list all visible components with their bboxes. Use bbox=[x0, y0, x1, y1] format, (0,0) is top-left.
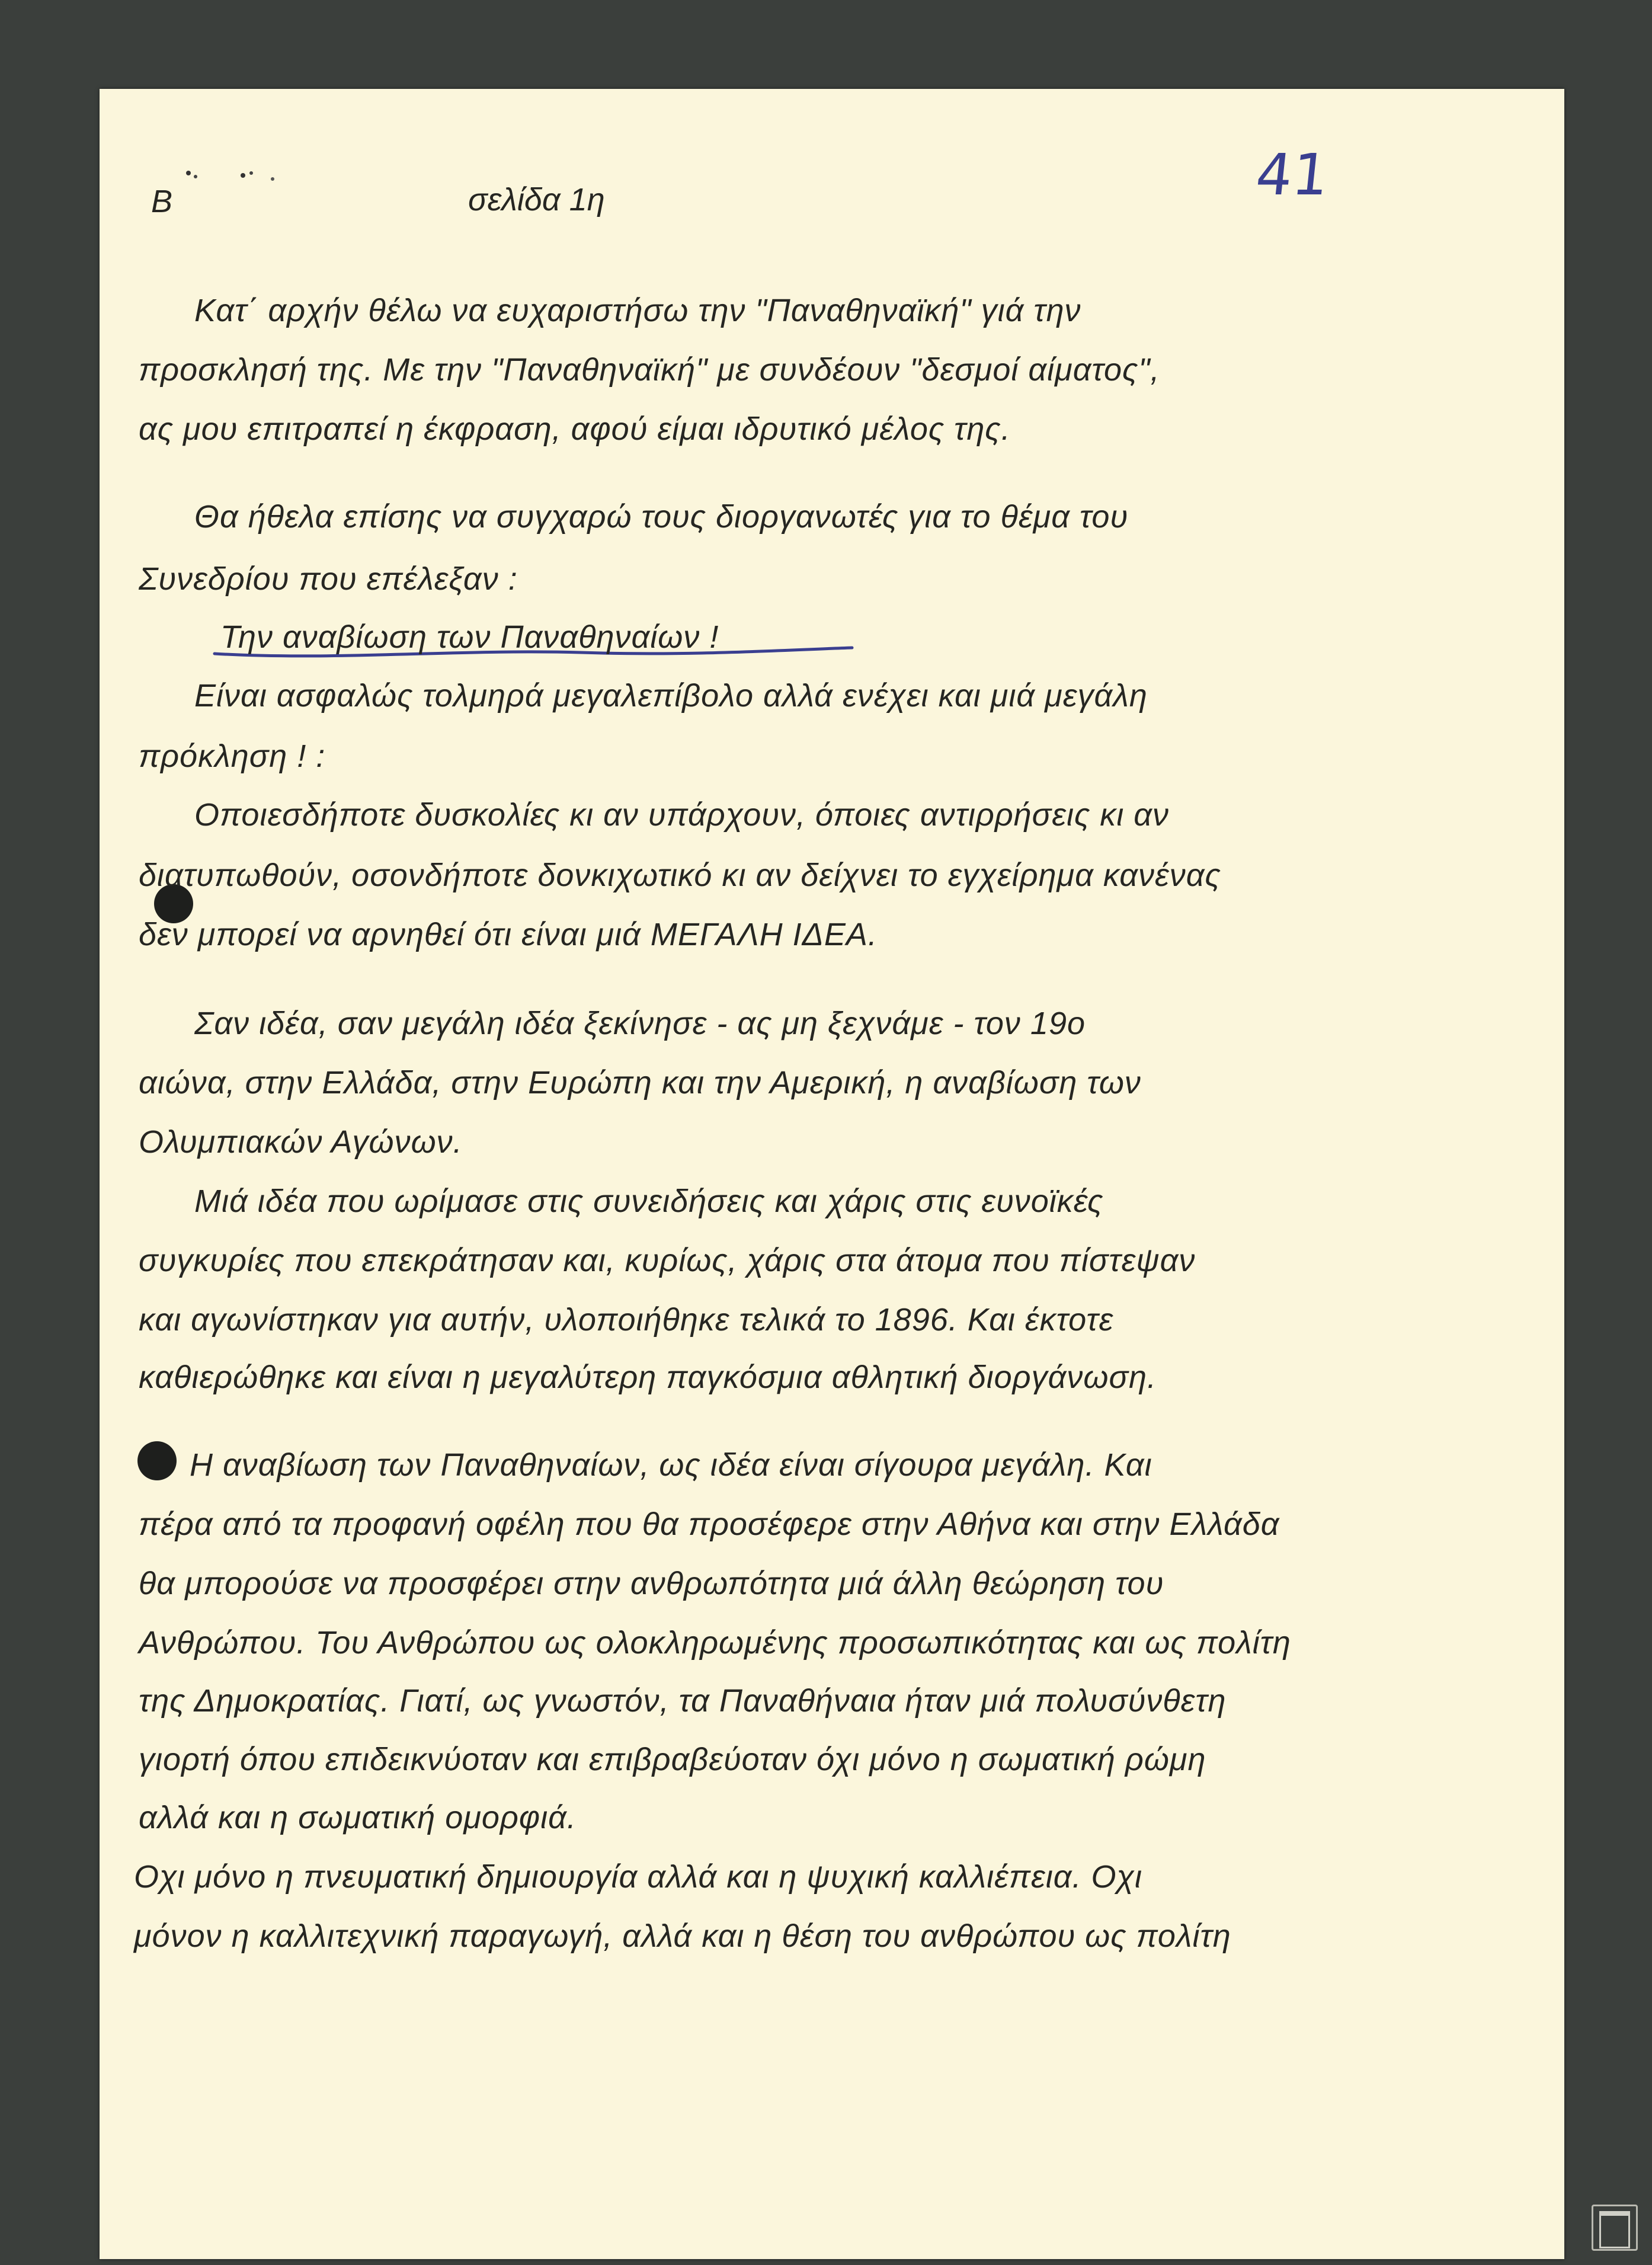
punch-hole-bottom bbox=[137, 1441, 177, 1480]
text-line: πρόκληση ! : bbox=[139, 738, 326, 774]
text-line: Μιά ιδέα που ωρίμασε στις συνειδήσεις και χάρις στις ευνοϊκές bbox=[194, 1183, 1104, 1219]
text-line: γιορτή όπου επιδεικνύοταν και επιβραβεύοταν όχι μόνο η σωματική ρώμη bbox=[139, 1742, 1206, 1777]
text-line: αιώνα, στην Ελλάδα, στην Ευρώπη και την Αμερική, η αναβίωση των bbox=[139, 1065, 1141, 1100]
text-line: και αγωνίστηκαν για αυτήν, υλοποιήθηκε τελικά το 1896. Και έκτοτε bbox=[139, 1302, 1114, 1338]
text-line: θα μπορούσε να προσφέρει στην ανθρωπότητα μιά άλλη θεώρηση του bbox=[139, 1566, 1164, 1601]
text-line: Την αναβίωση των Παναθηναίων ! bbox=[220, 619, 719, 655]
text-line: Οποιεσδήποτε δυσκολίες κι αν υπάρχουν, όποιες αντιρρήσεις κι αν bbox=[194, 797, 1170, 833]
text-line: Συνεδρίου που επέλεξαν : bbox=[139, 561, 518, 597]
text-line: αλλά και η σωματική ομορφιά. bbox=[139, 1800, 577, 1835]
text-line: Ολυμπιακών Αγώνων. bbox=[139, 1124, 463, 1160]
text-line: καθιερώθηκε και είναι η μεγαλύτερη παγκόσμια αθλητική διοργάνωση. bbox=[139, 1359, 1157, 1395]
text-line: μόνον η καλλιτεχνική παραγωγή, αλλά και η θέση του ανθρώπου ως πολίτη bbox=[134, 1918, 1231, 1954]
text-line: προσκλησή της. Με την "Παναθηναϊκή" με συνδέουν "δεσμοί αίματος", bbox=[139, 352, 1160, 388]
text-line: Θα ήθελα επίσης να συγχαρώ τους διοργανωτές για το θέμα του bbox=[194, 499, 1129, 535]
text-line: πέρα από τα προφανή οφέλη που θα προσέφερε στην Αθήνα και στην Ελλάδα bbox=[139, 1506, 1280, 1542]
handwritten-page-number: 41 bbox=[1253, 142, 1333, 208]
text-line: Είναι ασφαλώς τολμηρά μεγαλεπίβολο αλλά ενέχει και μιά μεγάλη bbox=[194, 678, 1148, 714]
ink-specks bbox=[178, 167, 284, 185]
text-line: Ανθρώπου. Του Ανθρώπου ως ολοκληρωμένης προσωπικότητας και ως πολίτη bbox=[139, 1625, 1291, 1661]
text-line: Οχι μόνο η πνευματική δημιουργία αλλά και η ψυχική καλλιέπεια. Οχι bbox=[134, 1859, 1143, 1895]
text-line: διατυπωθούν, οσονδήποτε δονκιχωτικό κι αν δείχνει το εγχείρημα κανένας bbox=[139, 858, 1221, 893]
text-line: δεν μπορεί να αρνηθεί ότι είναι μιά ΜΕΓΑΛΗ ΙΔΕΑ. bbox=[139, 917, 878, 952]
text-line: συγκυρίες που επεκράτησαν και, κυρίως, χάρις στα άτομα που πίστεψαν bbox=[139, 1243, 1196, 1278]
text-line: Η αναβίωση των Παναθηναίων, ως ιδέα είναι σίγουρα μεγάλη. Και bbox=[190, 1447, 1152, 1483]
text-line: Κατ΄ αρχήν θέλω να ευχαριστήσω την "Παναθηναϊκή" γιά την bbox=[194, 293, 1081, 328]
archive-watermark-seal bbox=[1592, 2205, 1638, 2251]
page-label: σελίδα 1η bbox=[468, 182, 605, 217]
header-marker: Β bbox=[151, 184, 173, 219]
text-line: Σαν ιδέα, σαν μεγάλη ιδέα ξεκίνησε - ας μη ξεχνάμε - τον 19ο bbox=[194, 1006, 1086, 1041]
text-line: της Δημοκρατίας. Γιατί, ως γνωστόν, τα Παναθήναια ήταν μιά πολυσύνθετη bbox=[139, 1683, 1227, 1719]
text-line: ας μου επιτραπεί η έκφραση, αφού είμαι ιδρυτικό μέλος της. bbox=[139, 411, 1011, 447]
